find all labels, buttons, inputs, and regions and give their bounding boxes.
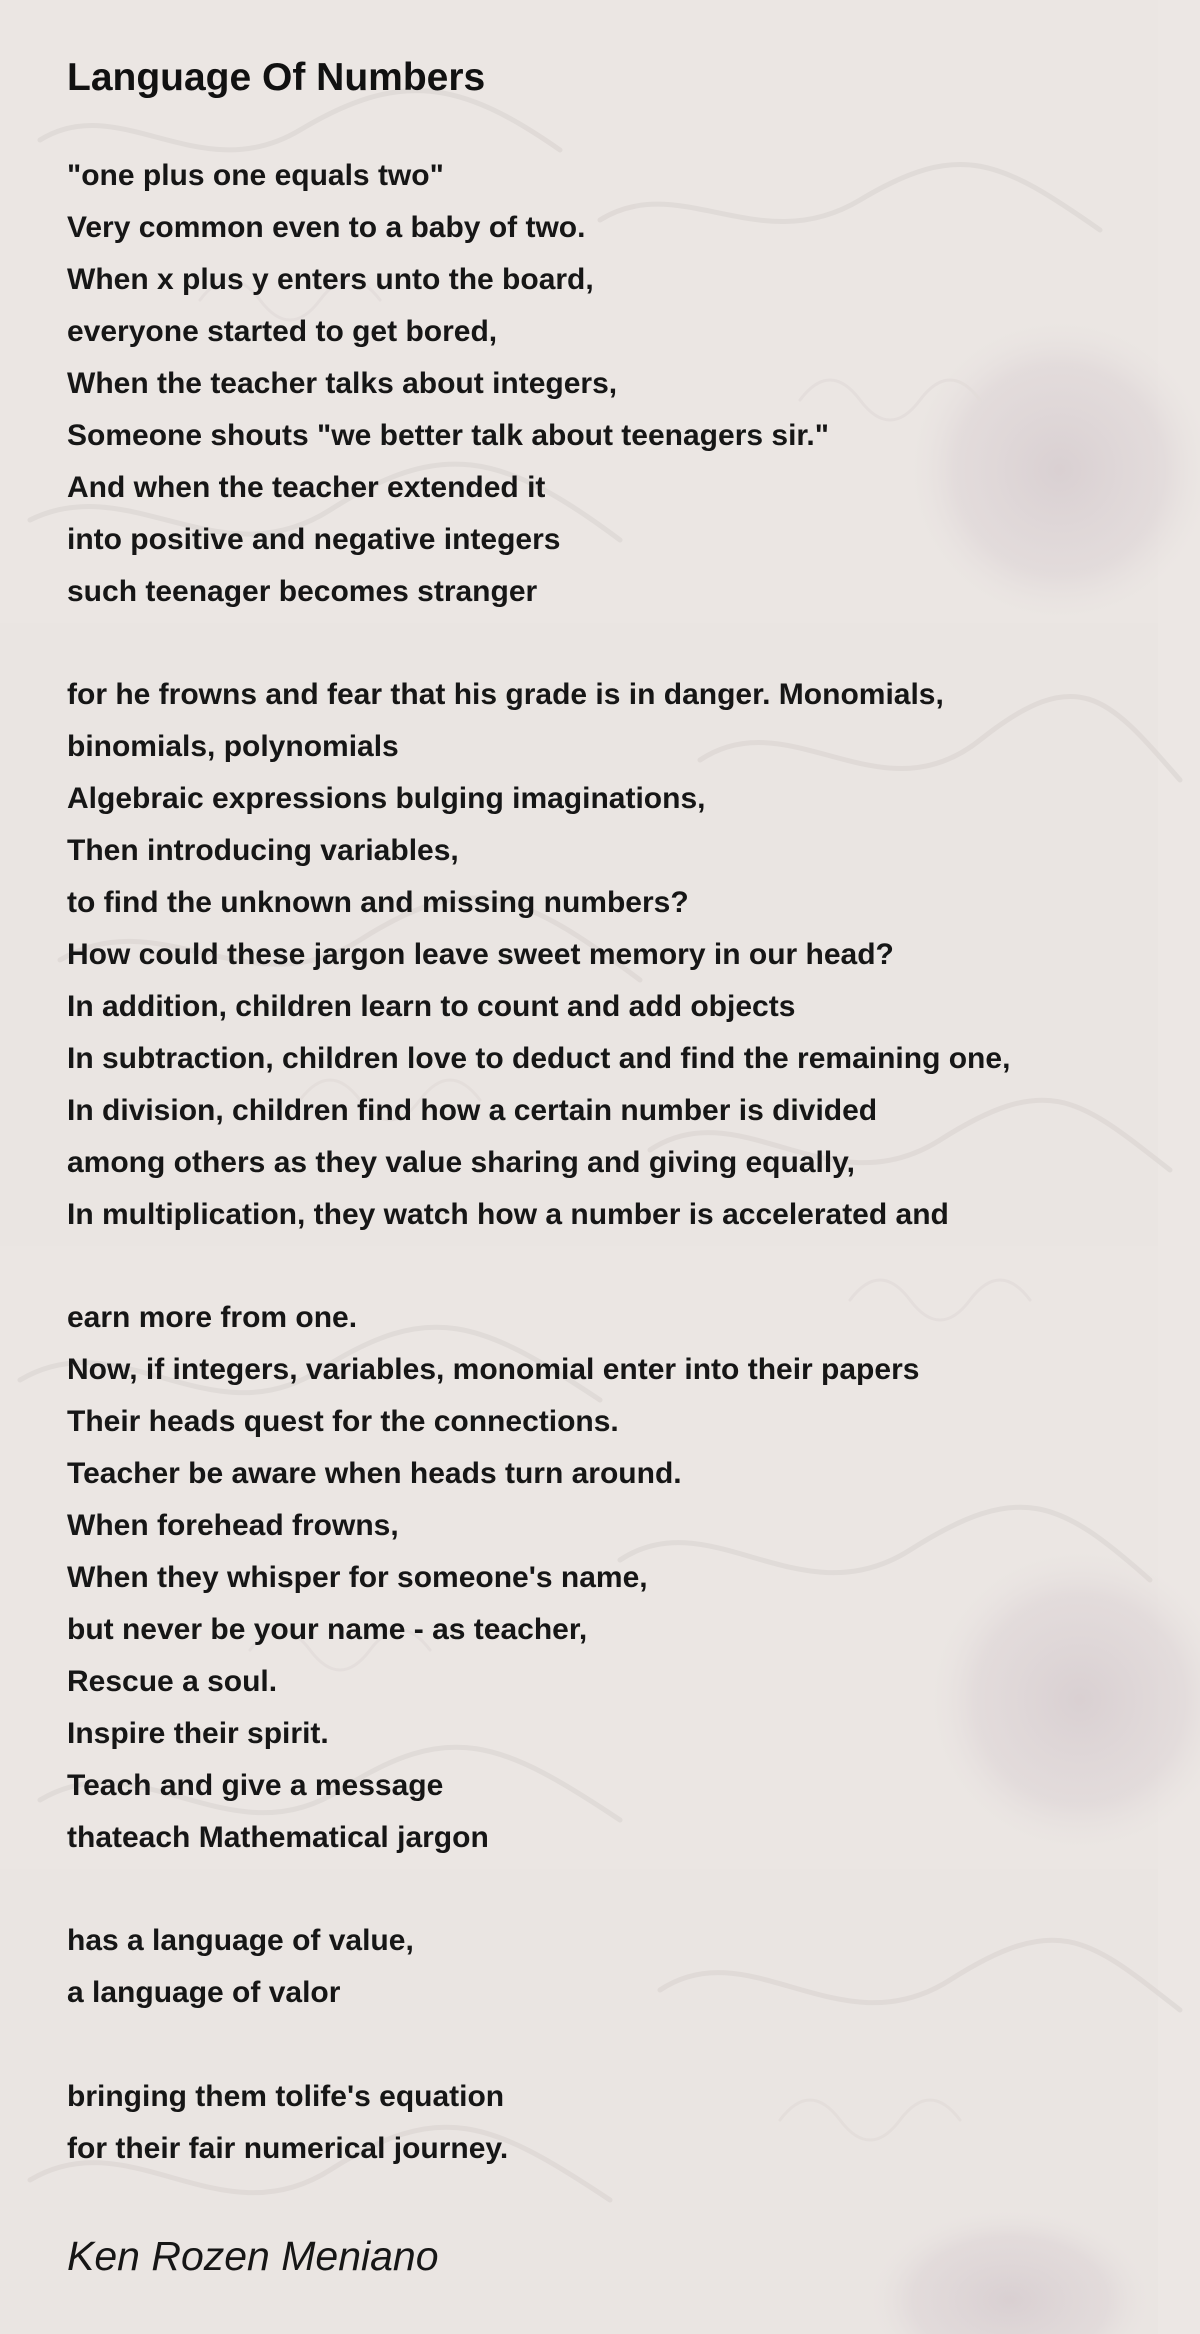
poem-line: In multiplication, they watch how a number is accelerated and	[67, 1198, 949, 1231]
poem-line: for he frowns and fear that his grade is in danger. Monomials,	[67, 678, 944, 711]
stanza-4	[67, 1915, 414, 2019]
stanza-5	[67, 2071, 508, 2175]
poem-line: a language of valor	[67, 1976, 341, 2009]
poem-line: thateach Mathematical jargon	[67, 1821, 489, 1854]
poem-line: Very common even to a baby of two.	[67, 211, 586, 244]
stanza-2	[67, 669, 1010, 1241]
poem-line: When the teacher talks about integers,	[67, 367, 618, 400]
poem-line: bringing them tolife's equation	[67, 2080, 505, 2113]
poem-line: Rescue a soul.	[67, 1665, 278, 1698]
poem-line: Teacher be aware when heads turn around.	[67, 1457, 682, 1490]
poem-line: Now, if integers, variables, monomial enter into their papers	[67, 1353, 920, 1386]
poem-line: When x plus y enters unto the board,	[67, 263, 594, 296]
poem-title: Language Of Numbers	[67, 56, 486, 99]
poem-line: into positive and negative integers	[67, 523, 561, 556]
poem-line: Teach and give a message	[67, 1769, 444, 1802]
poem-line: Algebraic expressions bulging imaginations,	[67, 782, 706, 815]
poem-line: In subtraction, children love to deduct and find the remaining one,	[67, 1042, 1011, 1075]
poem-line: among others as they value sharing and giving equally,	[67, 1146, 855, 1179]
poem-line: "one plus one equals two"	[67, 159, 444, 192]
poem-line: to find the unknown and missing numbers?	[67, 886, 689, 919]
poem-line: everyone started to get bored,	[67, 315, 498, 348]
poem-line: Inspire their spirit.	[67, 1717, 329, 1750]
stanza-1	[67, 150, 829, 618]
poem-line: such teenager becomes stranger	[67, 575, 538, 608]
poem-line: but never be your name - as teacher,	[67, 1613, 588, 1646]
poem-line: earn more from one.	[67, 1301, 358, 1334]
poem-line: In division, children find how a certain number is divided	[67, 1094, 878, 1127]
poem-line: When forehead frowns,	[67, 1509, 399, 1542]
poem-line: binomials, polynomials	[67, 730, 399, 763]
poem-line: for their fair numerical journey.	[67, 2132, 509, 2165]
poem-line: When they whisper for someone's name,	[67, 1561, 648, 1594]
poem-line: How could these jargon leave sweet memory in our head?	[67, 938, 894, 971]
poem-line: Then introducing variables,	[67, 834, 459, 867]
poem-line: In addition, children learn to count and add objects	[67, 990, 796, 1023]
poem-author: Ken Rozen Meniano	[67, 2233, 439, 2279]
poem-line: And when the teacher extended it	[67, 471, 546, 504]
poem-line: Someone shouts "we better talk about teenagers sir."	[67, 419, 829, 452]
stanza-3	[67, 1292, 919, 1864]
poem-line: has a language of value,	[67, 1924, 414, 1957]
poem-line: Their heads quest for the connections.	[67, 1405, 619, 1438]
